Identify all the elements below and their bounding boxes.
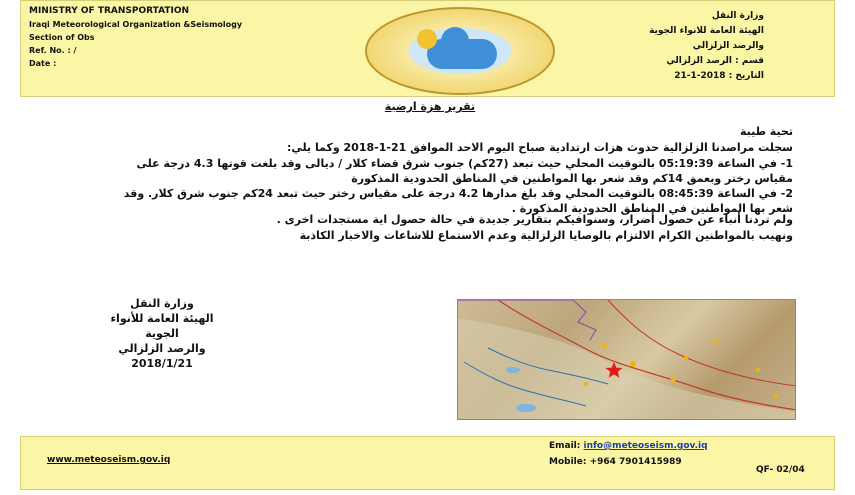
reference-number: Ref. No. : /: [29, 46, 77, 55]
signature-organization-2: والرصد الزلزالي: [118, 342, 206, 355]
email-label: Email:: [549, 441, 581, 451]
greeting: تحية طيبة: [739, 125, 793, 138]
cloud-icon: [427, 39, 497, 69]
sun-icon: [417, 29, 437, 49]
footer: [20, 436, 835, 490]
header-arabic-block: [574, 9, 764, 84]
event-dot: [774, 394, 778, 398]
section-name: Section of Obs: [29, 33, 95, 42]
event-dot: [671, 378, 676, 383]
event-1-paragraph: 1- في الساعة 05:19:39 بالتوقيت المحلي حيث تبعد (27كم) جنوب شرق قضاء كلار / ديالى وقد بلغت قوتها 4.3 درجة على مقياس رختر وبعمق 14كم وقد شعر بها المواطنين في المناطق الحدودية المذكورة: [136, 157, 793, 185]
ministry-name-arabic: وزارة النقل: [711, 11, 764, 21]
signature-block: [92, 296, 232, 371]
organization-seal-logo: [365, 7, 555, 95]
event-dot: [630, 361, 636, 367]
organization-name: Iraqi Meteorological Organization &Seismology: [29, 20, 243, 29]
date-label: Date :: [29, 59, 57, 68]
event-dot: [584, 382, 588, 386]
email-link[interactable]: info@meteoseism.gov.iq: [583, 441, 708, 451]
event-2-paragraph: 2- في الساعة 08:45:39 بالتوقيت المحلي وقد بلغ مدارها 4.2 درجة على مقياس رختر حيث تبعد 24كم جنوب شرق كلار. وقد شعر بها المواطنين في المناطق الحدودية المذكورة .: [123, 187, 793, 215]
event-dot: [684, 356, 688, 360]
organization-name-arabic-2: والرصد الزلزالي: [692, 41, 764, 51]
event-dot: [602, 344, 607, 349]
report-intro: سجلت مراصدنا الزلزالية حدوث هزات ارتدادية صباح اليوم الاحد الموافق 21-1-2018 وكما يلي:: [286, 141, 793, 154]
epicenter-map: [457, 299, 796, 420]
website-link[interactable]: www.meteoseism.gov.iq: [47, 455, 171, 465]
fault-line-2: [608, 300, 796, 386]
event-dot: [714, 340, 718, 344]
public-advice: ونهيب بالمواطنين الكرام الالتزام بالوصايا الزلزالية وعدم الاستماع للاشاعات والاخبار الكاذبة: [299, 229, 793, 242]
map-graphic: [458, 300, 796, 420]
form-code: QF- 02/04: [756, 465, 805, 475]
date-arabic: التاريخ : 2018-1-21: [674, 71, 764, 81]
organization-name-arabic: الهيئة العامة للانواء الجوية: [649, 26, 764, 36]
signature-date: 2018/1/21: [131, 357, 193, 370]
section-name-arabic: قسم : الرصد الزلزالي: [666, 56, 764, 66]
mobile-number: Mobile: +964 7901415989: [549, 457, 682, 467]
event-dot: [756, 368, 760, 372]
report-title: تقرير هزة ارضية: [384, 100, 476, 113]
ministry-name: MINISTRY OF TRANSPORTATION: [29, 6, 190, 16]
lake: [506, 367, 520, 373]
email-line: [549, 441, 708, 451]
damage-note: ولم تردنا أنباء عن حصول أضرار، وسنوافيكم بتقارير جديدة في حالة حصول اية مستجدات اخرى .: [276, 213, 793, 226]
header-english-block: [29, 5, 242, 70]
lake-2: [516, 404, 536, 412]
signature-ministry: وزارة النقل: [130, 297, 194, 310]
signature-organization: الهيئة العامة للأنواء الجوية: [110, 312, 214, 340]
letterhead: [20, 0, 835, 97]
